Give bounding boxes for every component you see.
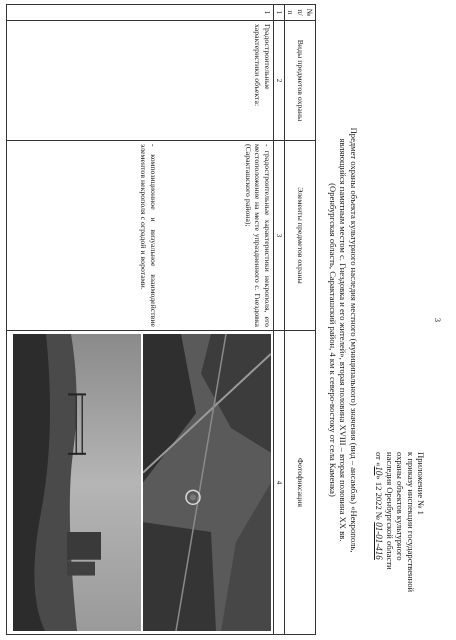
appendix-date-line xyxy=(374,452,384,632)
appendix-block xyxy=(374,452,426,632)
appendix-line: Приложение № 1 xyxy=(416,452,426,515)
table-row xyxy=(6,5,273,635)
date-day: 10 xyxy=(374,466,385,476)
appendix-line: к приказу инспекции государственной xyxy=(405,452,416,593)
element-item: - градостроительные характеристики некрополя, его местоположение на месте упраздненного с. Гнездовка (Саракташского района); xyxy=(243,144,272,327)
ground-photo xyxy=(13,334,141,631)
date-middle: » 12 2022 № xyxy=(374,475,385,521)
row-number: 1 xyxy=(6,5,273,21)
column-number: 1 xyxy=(273,5,284,21)
appendix-line: наследия Оренбургской области xyxy=(384,452,395,570)
aerial-photo xyxy=(143,334,271,631)
column-number-row xyxy=(273,5,284,635)
header-num: № п/п xyxy=(284,5,315,21)
column-number: 2 xyxy=(273,21,284,141)
header-elements: Элементы предметов охраны xyxy=(284,141,315,331)
title-line: являющийся памятным местом с. Гнездовка и его жителей», вторая половина XVIII – вторая половина XX вв. xyxy=(338,138,349,542)
protection-subject-table xyxy=(6,4,316,635)
table-header-row xyxy=(284,5,315,635)
page-number: 3 xyxy=(433,318,442,322)
appendix-line: охраны объектов культурного xyxy=(395,452,406,561)
column-number: 3 xyxy=(273,141,284,331)
header-photo: Фотофиксация xyxy=(284,331,315,635)
row-elements xyxy=(6,141,273,331)
header-type: Виды предметов охраны xyxy=(284,21,315,141)
title-line: (Оренбургская область, Саракташский район, 4 км к северо-востоку от села Каменка) xyxy=(327,183,338,497)
column-number: 4 xyxy=(273,331,284,635)
photo-cell xyxy=(6,331,273,635)
order-number: 01-01-416 xyxy=(374,522,385,560)
document-title xyxy=(327,60,359,620)
element-item: - композиционное и визуальное взаимодействие элементов некрополя с оградой и воротами. xyxy=(139,144,158,327)
date-prefix: от « xyxy=(374,452,385,467)
row-type: Градостроительные характеристики объекта: xyxy=(6,21,273,141)
title-line: Предмет охраны объекта культурного наследия местного (муниципального) значения (вид – ансамбль) «Некрополь, xyxy=(349,127,359,553)
